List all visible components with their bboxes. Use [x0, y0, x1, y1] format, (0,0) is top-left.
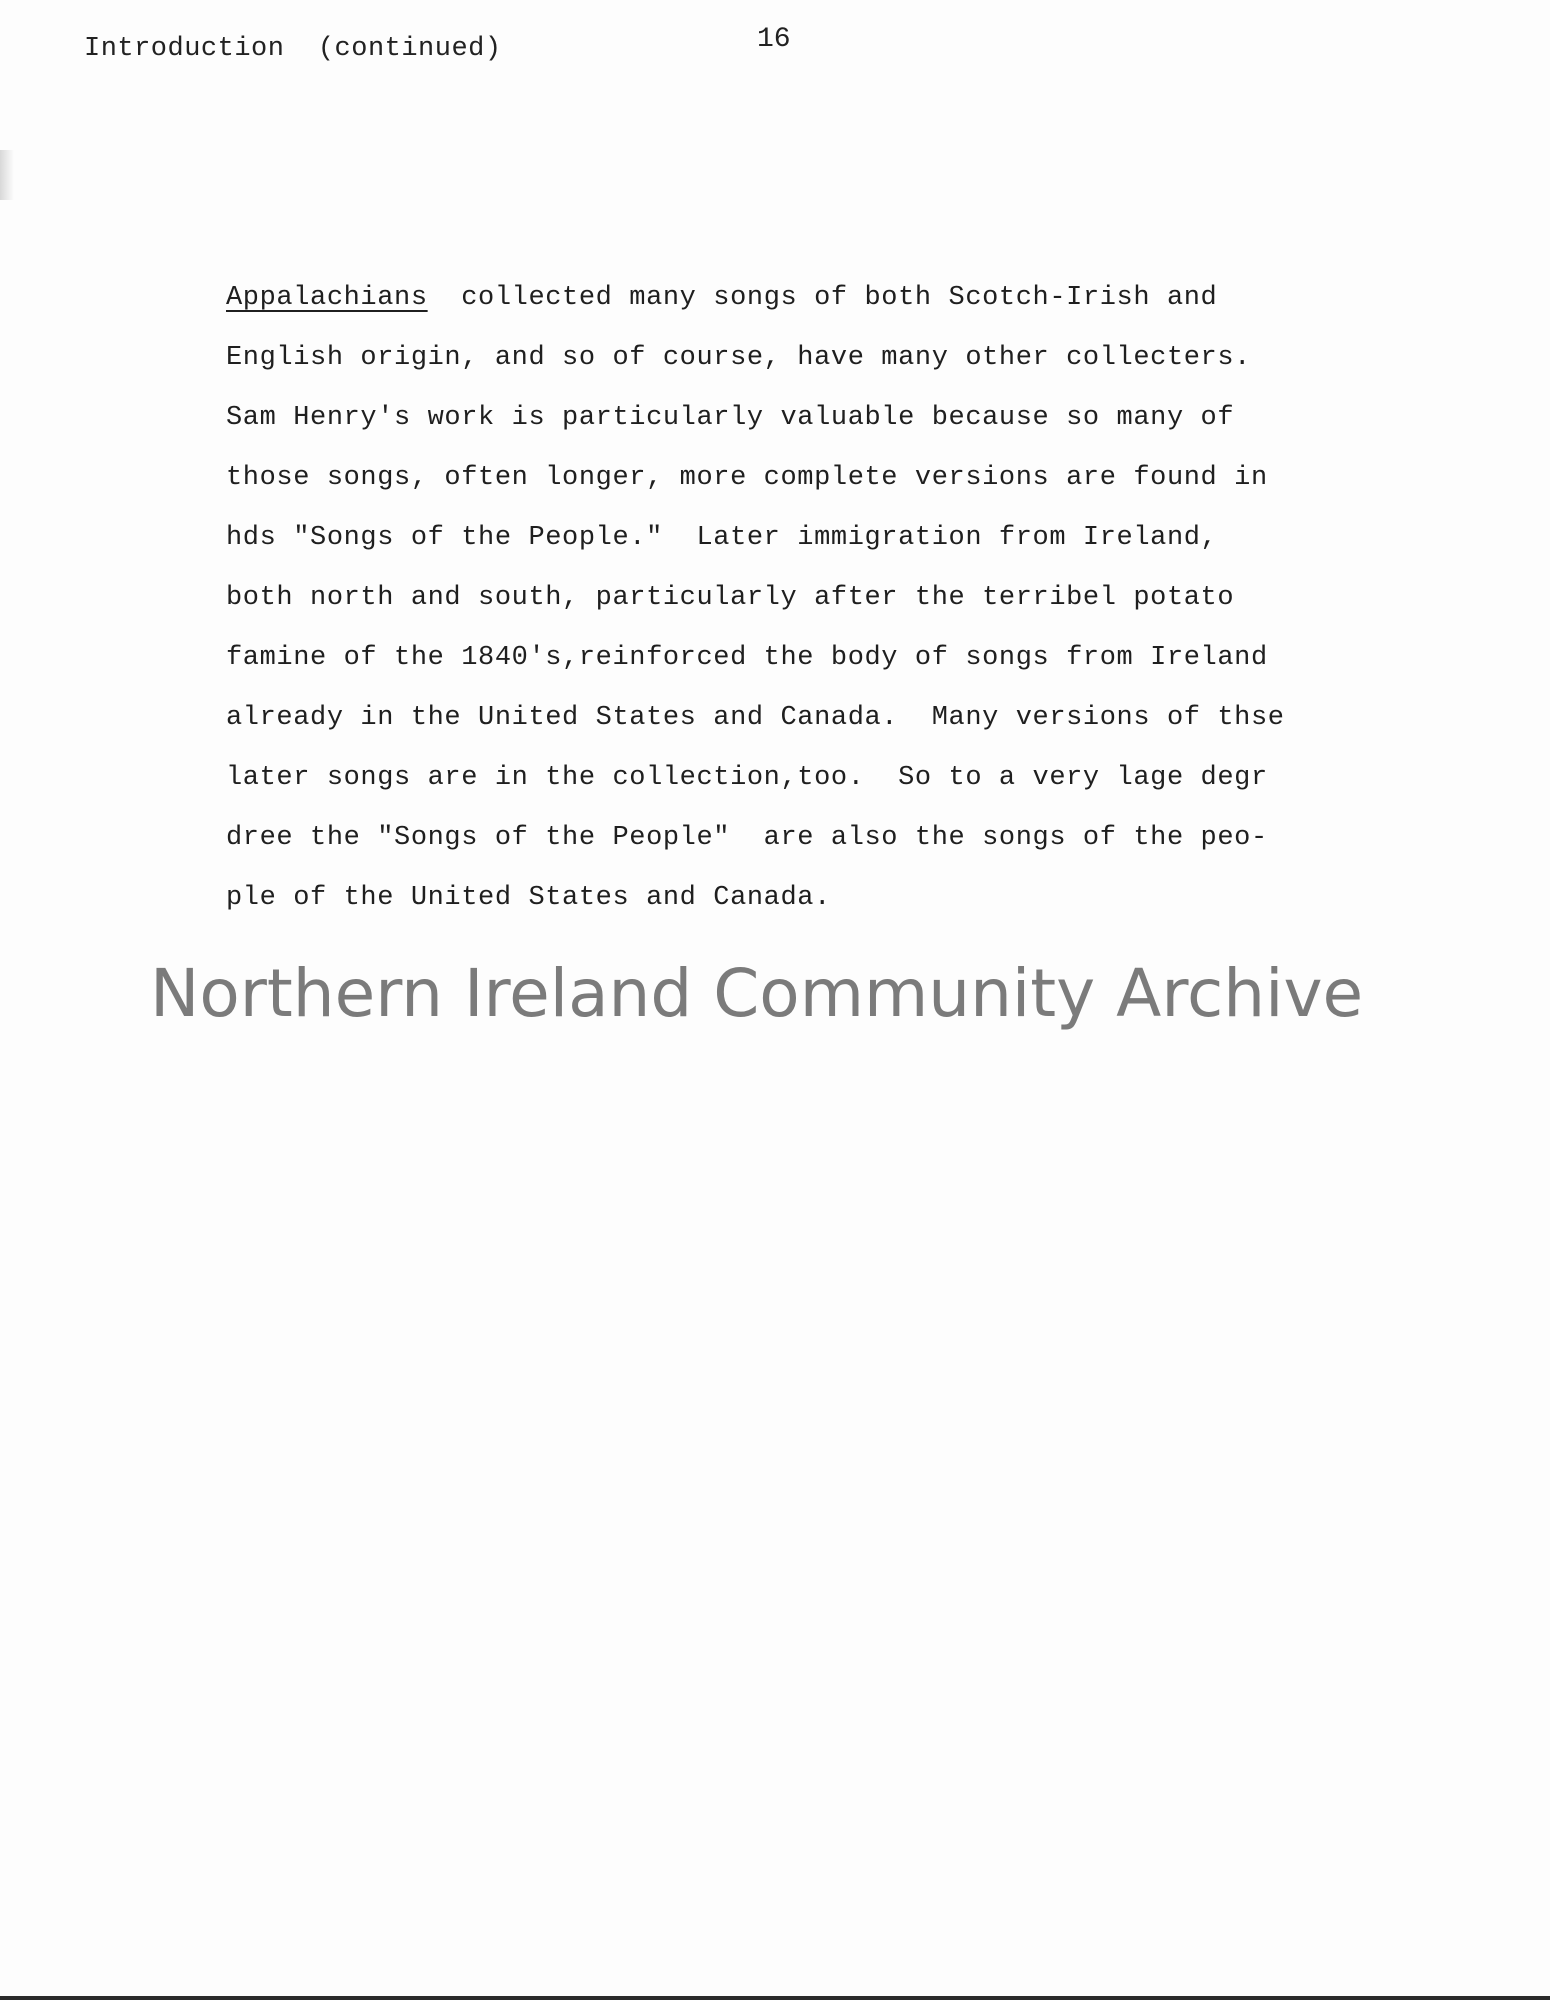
section-header: Introduction (continued) — [84, 34, 502, 64]
text-line-1-rest: collected many songs of both Scotch-Irish and — [427, 283, 1218, 313]
text-line-4: those songs, often longer, more complete versions are found in — [226, 463, 1268, 493]
text-line-9: later songs are in the collection,too. So to a very lage degr — [226, 763, 1268, 793]
text-line-1 — [226, 268, 1426, 328]
text-line-6: both north and south, particularly after the terribel potato — [226, 583, 1235, 613]
page-bottom-edge — [0, 1996, 1550, 2000]
text-line-11: ple of the United States and Canada. — [226, 883, 831, 913]
body-text — [226, 268, 1426, 928]
text-line-5: hds "Songs of the People." Later immigration from Ireland, — [226, 523, 1218, 553]
page-number: 16 — [757, 24, 791, 55]
text-line-3: Sam Henry's work is particularly valuable because so many of — [226, 403, 1235, 433]
page-edge-shadow — [0, 150, 14, 200]
text-line-7: famine of the 1840's,reinforced the body of songs from Ireland — [226, 643, 1268, 673]
text-line-2: English origin, and so of course, have many other collecters. — [226, 343, 1251, 373]
text-line-10: dree the "Songs of the People" are also the songs of the peo- — [226, 823, 1268, 853]
text-line-8: already in the United States and Canada. Many versions of thse — [226, 703, 1285, 733]
underlined-word: Appalachians — [226, 283, 428, 313]
archive-watermark: Northern Ireland Community Archive — [150, 955, 1364, 1032]
